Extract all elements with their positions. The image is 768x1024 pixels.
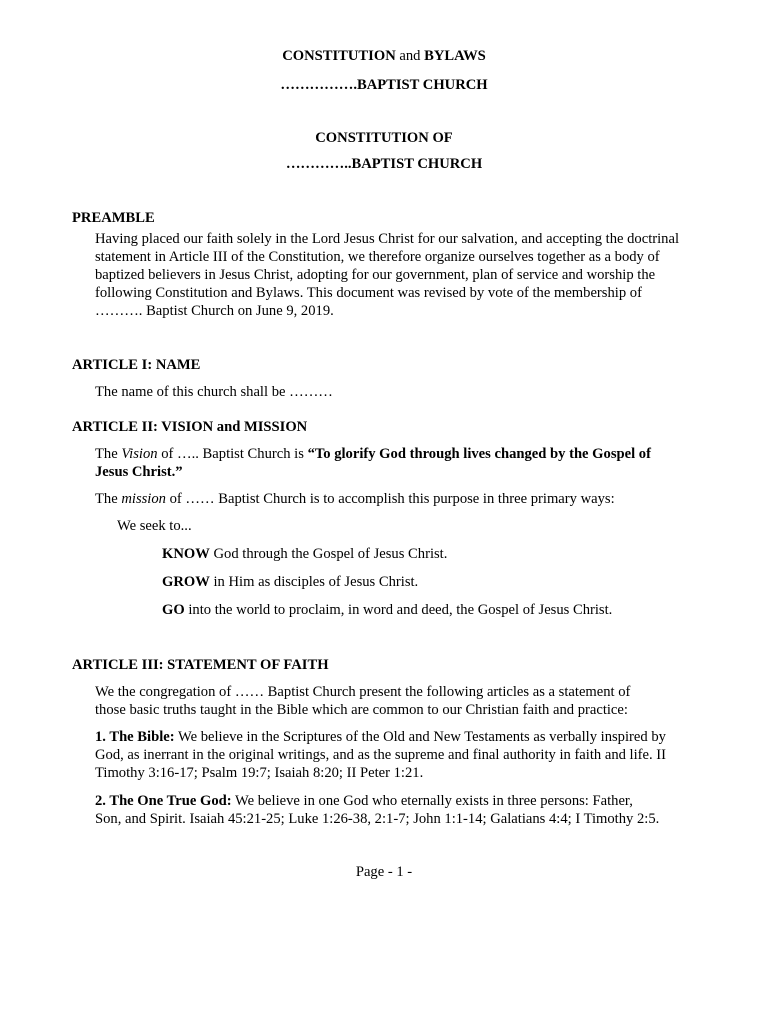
constitution-church-text: …………..BAPTIST CHURCH (285, 156, 483, 172)
faith-item-one-true-god (95, 792, 699, 828)
bible-text-2: God, as inerrant in the original writings, and as the supreme and final authority in faith and life. II (95, 747, 667, 763)
article-2-heading: ARTICLE II: VISION and MISSION (72, 419, 308, 435)
we-seek-to: We seek to... (117, 518, 192, 534)
god-label: 2. The One True God: (95, 793, 232, 809)
article-1-text: The name of this church shall be ……… (95, 384, 333, 400)
preamble-heading: PREAMBLE (72, 210, 155, 226)
grow-bold: GROW (162, 574, 210, 590)
god-line-1 (95, 792, 699, 810)
faith-intro-line: We the congregation of …… Baptist Church present the following articles as a statement of (95, 684, 631, 700)
vision-statement (95, 445, 699, 481)
go-bold: GO (162, 602, 185, 618)
doc-title-line-1 (0, 47, 768, 65)
vision-quote-1: “To glorify God through lives changed by the Gospel of (307, 446, 651, 462)
mission-rest: of …… Baptist Church is to accomplish this purpose in three primary ways: (165, 491, 615, 507)
bible-line-1 (95, 728, 699, 746)
god-text-1: We believe in one God who eternally exists in three persons: Father, (231, 793, 633, 809)
constitution-of-heading (0, 129, 768, 147)
constitution-of-text: CONSTITUTION OF (315, 130, 453, 146)
grow-item (162, 573, 722, 591)
vision-word: Vision (121, 446, 158, 462)
vision-line-1 (95, 445, 699, 463)
know-bold: KNOW (162, 546, 210, 562)
know-rest: God through the Gospel of Jesus Christ. (209, 546, 448, 562)
preamble-line: ………. Baptist Church on June 9, 2019. (95, 303, 334, 319)
article-1-heading: ARTICLE I: NAME (72, 357, 201, 373)
faith-intro (95, 683, 699, 719)
church-name-title: …………….BAPTIST CHURCH (280, 77, 488, 93)
go-rest: into the world to proclaim, in word and deed, the Gospel of Jesus Christ. (184, 602, 613, 618)
title-bylaws: BYLAWS (424, 48, 486, 64)
preamble-line: following Constitution and Bylaws. This document was revised by vote of the membership of (95, 285, 642, 301)
title-and: and (399, 48, 421, 64)
preamble-text (95, 230, 705, 320)
faith-item-bible (95, 728, 699, 782)
vision-mid: of ….. Baptist Church is (157, 446, 308, 462)
vision-line-2 (95, 463, 699, 481)
bible-text-1: We believe in the Scriptures of the Old and New Testaments as verbally inspired by (174, 729, 666, 745)
god-text-2: Son, and Spirit. Isaiah 45:21-25; Luke 1:26-38, 2:1-7; John 1:1-14; Galatians 4:4; I Timothy 2:5. (95, 811, 660, 827)
preamble-line: baptized believers in Jesus Christ, adopting for our government, plan of service and worship the (95, 267, 656, 283)
bible-label: 1. The Bible: (95, 729, 175, 745)
mission-pre: The (95, 491, 122, 507)
doc-title-line-2 (0, 76, 768, 94)
grow-rest: in Him as disciples of Jesus Christ. (209, 574, 419, 590)
title-constitution: CONSTITUTION (282, 48, 396, 64)
faith-intro-line: those basic truths taught in the Bible which are common to our Christian faith and practice: (95, 702, 628, 718)
vision-quote-2: Jesus Christ.” (95, 464, 183, 480)
mission-statement (95, 490, 699, 508)
page-number: Page - 1 - (355, 864, 413, 880)
know-item (162, 545, 722, 563)
mission-word: mission (121, 491, 166, 507)
bible-text-3: Timothy 3:16-17; Psalm 19:7; Isaiah 8:20; II Peter 1:21. (95, 765, 424, 781)
preamble-line: Having placed our faith solely in the Lord Jesus Christ for our salvation, and accepting the doctrinal (95, 231, 679, 247)
vision-pre: The (95, 446, 122, 462)
constitution-church-heading (0, 155, 768, 173)
article-3-heading: ARTICLE III: STATEMENT OF FAITH (72, 657, 329, 673)
preamble-line: statement in Article III of the Constitution, we therefore organize ourselves together as a body of (95, 249, 660, 265)
go-item (162, 601, 722, 619)
